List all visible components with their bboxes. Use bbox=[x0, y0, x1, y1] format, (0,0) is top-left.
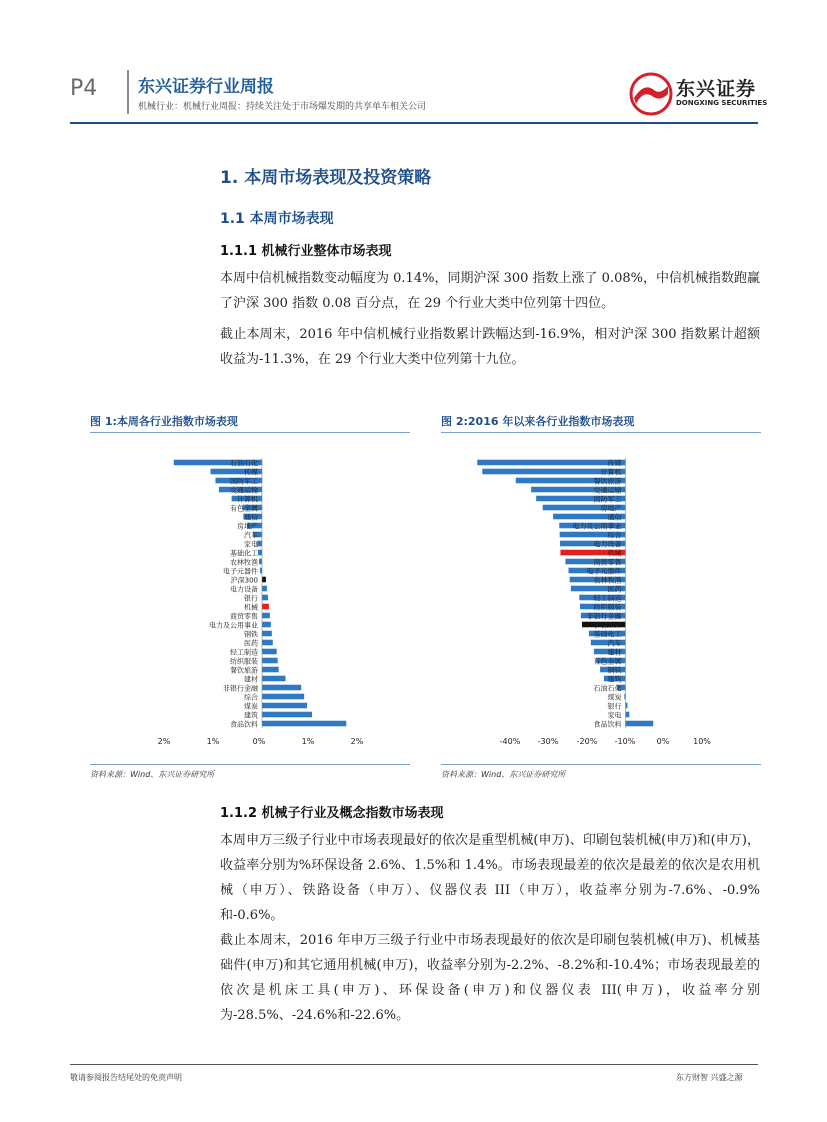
logo-text: 东兴证券 bbox=[676, 78, 757, 100]
bar-医药 bbox=[262, 640, 273, 646]
category-label: 综合 bbox=[244, 693, 258, 702]
category-label: 煤炭 bbox=[607, 693, 622, 702]
bar-基础化工 bbox=[258, 550, 262, 556]
bar-非银行金融 bbox=[262, 685, 301, 691]
bar-农林牧渔 bbox=[259, 559, 262, 565]
category-label: 有色金属 bbox=[593, 657, 622, 666]
category-label: 农林牧渔 bbox=[593, 576, 622, 585]
category-label: 银行 bbox=[244, 594, 258, 603]
category-label: 建筑 bbox=[244, 711, 258, 720]
category-label: 通信 bbox=[607, 513, 622, 522]
category-label: 电子元器件 bbox=[223, 567, 258, 576]
bar-家电 bbox=[626, 712, 630, 718]
section-heading-1: 1. 本周市场表现及投资策略 bbox=[220, 168, 432, 188]
category-label: 轻工制造 bbox=[593, 594, 622, 603]
category-label: 交通运输 bbox=[230, 486, 258, 495]
bar-轻工制造 bbox=[262, 649, 277, 655]
x-tick-label: -30% bbox=[537, 737, 559, 746]
category-label: 建材 bbox=[607, 648, 622, 657]
bar-电力及公用事业 bbox=[262, 622, 271, 628]
logo-subtext: DONGXING SECURITIES bbox=[676, 99, 768, 107]
bar-沪深300 bbox=[262, 577, 266, 583]
chart-ytd-industry bbox=[441, 452, 761, 752]
x-tick-label: 1% bbox=[301, 737, 315, 746]
category-label: 商贸零售 bbox=[593, 558, 622, 567]
category-label: 煤炭 bbox=[244, 702, 258, 711]
category-label: 家电 bbox=[244, 540, 258, 549]
bar-钢铁 bbox=[262, 631, 272, 637]
category-label: 计算机 bbox=[600, 468, 622, 477]
category-label: 汽车 bbox=[607, 639, 622, 648]
category-label: 电力及公用事业 bbox=[209, 621, 258, 630]
bar-电力设备 bbox=[262, 586, 267, 592]
bar-机械 bbox=[262, 604, 269, 610]
category-label: 房地产 bbox=[600, 504, 622, 513]
figure-2-source: 资料来源：Wind、东兴证券研究所 bbox=[441, 770, 566, 779]
category-label: 轻工制造 bbox=[230, 648, 258, 657]
bar-银行 bbox=[262, 595, 268, 601]
category-label: 建筑 bbox=[607, 675, 622, 684]
bar-商贸零售 bbox=[262, 613, 270, 619]
category-label: 电力及公用事业 bbox=[572, 522, 622, 531]
category-label: 计算机 bbox=[237, 495, 258, 504]
category-label: 家电 bbox=[607, 711, 622, 720]
paragraph-1: 本周中信机械指数变动幅度为 0.14%，同期沪深 300 指数上涨了 0.08%，中信机械指数跑赢了沪深 300 指数 0.08 百分点，在 29 个行业大类中位列第十四位。 bbox=[220, 271, 760, 311]
category-label: 基础化工 bbox=[593, 630, 622, 639]
footer-rule bbox=[70, 1064, 758, 1065]
paragraph-2: 截止本周末，2016 年中信机械行业指数累计跌幅达到-16.9%，相对沪深 300 指数累计超额收益为-11.3%，在 29 个行业大类中位列第十九位。 bbox=[220, 327, 760, 367]
category-label: 农林牧渔 bbox=[230, 558, 258, 567]
figure-1-rule bbox=[90, 432, 410, 433]
category-label: 食品饮料 bbox=[230, 720, 258, 729]
figure-2-bottom-rule bbox=[441, 764, 761, 765]
category-label: 电力设备 bbox=[230, 585, 258, 594]
figure-2-rule bbox=[441, 432, 761, 433]
category-label: 商贸零售 bbox=[230, 612, 258, 621]
category-label: 医药 bbox=[244, 639, 258, 648]
category-label: 传媒 bbox=[607, 459, 622, 468]
x-tick-label: 1% bbox=[206, 737, 220, 746]
figure-1-source: 资料来源：Wind、东兴证券研究所 bbox=[90, 770, 215, 779]
category-label: 有色金属 bbox=[230, 504, 258, 513]
bar-纺织服装 bbox=[262, 658, 278, 664]
figure-1-title: 图 1:本周各行业指数市场表现 bbox=[90, 415, 238, 428]
category-label: 国防军工 bbox=[593, 495, 622, 504]
x-tick-label: -40% bbox=[499, 737, 521, 746]
category-label: 通信 bbox=[244, 513, 258, 522]
category-label: 沪深300 bbox=[594, 621, 622, 630]
category-label: 医药 bbox=[607, 585, 622, 594]
section-heading-1-1: 1.1 本周市场表现 bbox=[220, 211, 334, 227]
category-label: 房地产 bbox=[237, 522, 258, 531]
category-label: 沪深300 bbox=[230, 576, 258, 585]
category-label: 基础化工 bbox=[230, 549, 258, 558]
bar-传媒 bbox=[477, 460, 625, 466]
bar-食品饮料 bbox=[262, 721, 346, 727]
paragraph-3: 本周申万三级子行业中市场表现最好的依次是重型机械(申万)、印刷包装机械(申万)和(申万)，收益率分别为%环保设备 2.6%、1.5%和 1.4%。市场表现最差的依次是最差的依次是农用机械（申万）、铁路设备（申万）、仪器仪表 III（申万），收益率分别为-7.6%、-0.9%和-0.6%。 bbox=[220, 833, 760, 923]
category-label: 传媒 bbox=[244, 468, 258, 477]
report-subtitle: 机械行业：机械行业周报：持续关注处于市场爆发期的共享单车相关公司 bbox=[138, 102, 427, 112]
category-label: 餐饮旅游 bbox=[593, 477, 622, 486]
footer-slogan: 东方财智 兴盛之源 bbox=[676, 1073, 743, 1082]
category-label: 纺织服装 bbox=[230, 657, 258, 666]
category-label: 钢铁 bbox=[607, 666, 622, 675]
category-label: 钢铁 bbox=[244, 630, 258, 639]
category-label: 纺织服装 bbox=[593, 603, 622, 612]
bar-建筑 bbox=[262, 712, 312, 718]
x-tick-label: 0% bbox=[252, 737, 266, 746]
x-tick-label: 2% bbox=[157, 737, 171, 746]
category-label: 非银行金融 bbox=[223, 684, 258, 693]
category-label: 机械 bbox=[244, 603, 258, 612]
category-label: 综合 bbox=[607, 531, 622, 540]
header-divider bbox=[127, 70, 129, 114]
x-tick-label: 0% bbox=[656, 737, 670, 746]
header-rule bbox=[70, 122, 758, 124]
bar-综合 bbox=[262, 694, 304, 700]
x-tick-label: -20% bbox=[576, 737, 598, 746]
page-number: P4 bbox=[70, 76, 98, 101]
x-tick-label: 2% bbox=[350, 737, 364, 746]
bar-食品饮料 bbox=[626, 721, 654, 727]
section-heading-1-1-1: 1.1.1 机械行业整体市场表现 bbox=[220, 244, 392, 259]
paragraph-4: 截止本周末，2016 年申万三级子行业中市场表现最好的依次是印刷包装机械(申万)、机械基础件(申万)和其它通用机械(申万)，收益率分别为-2.2%、-8.2%和-10.4%；市场表现最差的依次是机床工具(申万)、环保设备(申万)和仪器仪表 III(申万)，收益率分别为-28.5%、-24.6%和-22.6%。 bbox=[220, 933, 760, 1023]
x-tick-label: -10% bbox=[614, 737, 636, 746]
category-label: 交通运输 bbox=[593, 486, 622, 495]
x-tick-label: 10% bbox=[693, 737, 711, 746]
chart-week-industry bbox=[90, 452, 410, 752]
category-label: 汽车 bbox=[244, 531, 258, 540]
category-label: 机械 bbox=[607, 549, 622, 558]
category-label: 银行 bbox=[607, 702, 622, 711]
category-label: 餐饮旅游 bbox=[230, 666, 258, 675]
footer-disclaimer: 敬请参阅报告结尾处的免责声明 bbox=[70, 1073, 182, 1082]
category-label: 电力设备 bbox=[593, 540, 622, 549]
report-title: 东兴证券行业周报 bbox=[138, 77, 274, 97]
category-label: 电子元器件 bbox=[586, 567, 622, 576]
bar-餐饮旅游 bbox=[262, 667, 279, 673]
category-label: 石油石化 bbox=[593, 684, 622, 693]
category-label: 食品饮料 bbox=[593, 720, 622, 729]
section-heading-1-1-2: 1.1.2 机械子行业及概念指数市场表现 bbox=[220, 806, 444, 821]
category-label: 国防军工 bbox=[230, 477, 258, 486]
category-label: 非银行金融 bbox=[586, 612, 622, 621]
category-label: 石油石化 bbox=[230, 459, 258, 468]
category-label: 建材 bbox=[244, 675, 258, 684]
figure-2-title: 图 2:2016 年以来各行业指数市场表现 bbox=[441, 415, 635, 428]
figure-1-bottom-rule bbox=[90, 764, 410, 765]
bar-建材 bbox=[262, 676, 286, 682]
logo-mark-icon bbox=[628, 72, 674, 116]
bar-煤炭 bbox=[262, 703, 307, 709]
